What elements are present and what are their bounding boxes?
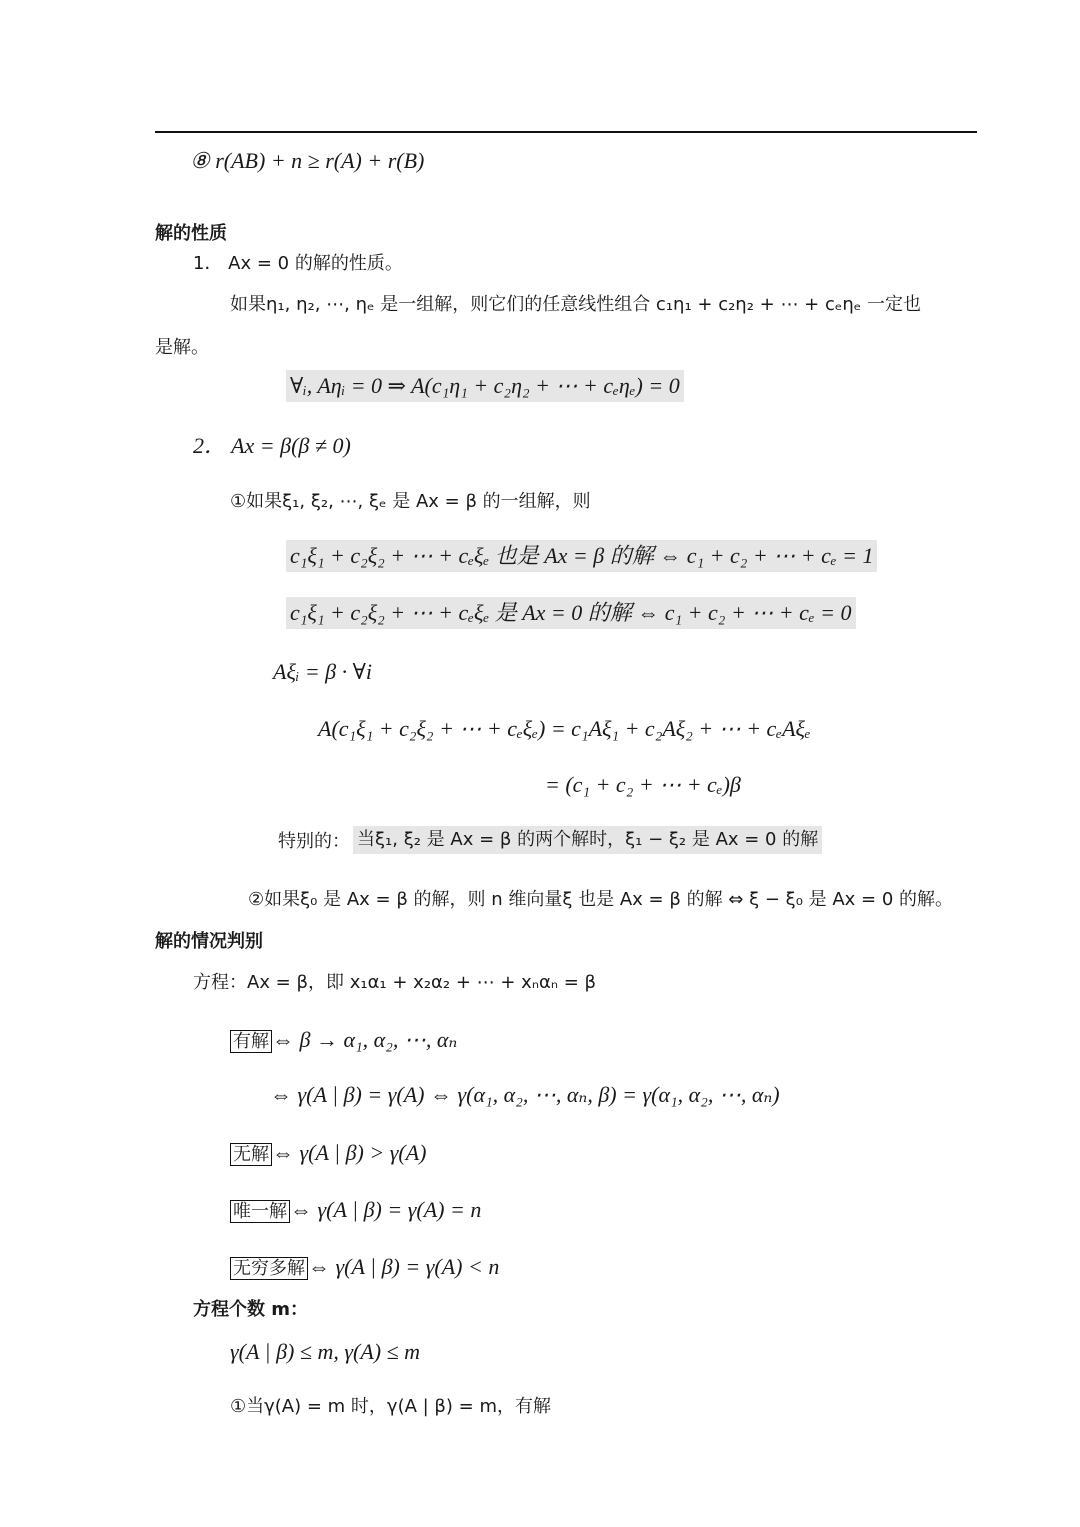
general-solution-statement: ②如果ξ₀ 是 Ax = β 的解，则 n 维向量ξ 也是 Ax = β 的解 ⇔ ξ − ξ₀ 是 Ax = 0 的解。 <box>248 889 954 910</box>
rank-equivalence-formula: ⇔ γ(A | β) = γ(A) ⇔ γ(α₁, α₂, ⋯, αₙ, β) = γ(α₁, α₂, ⋯, αₙ) <box>270 1082 780 1107</box>
equation-definition: 方程：Ax = β，即 x₁α₁ + x₂α₂ + ⋯ + xₙαₙ = β <box>193 972 597 993</box>
homogeneous-combination-formula: ∀ᵢ, Aηᵢ = 0 ⇒ A(c₁η₁ + c₂η₂ + ⋯ + cₑηₑ) = 0 <box>286 370 684 402</box>
no-solution-condition: ⇔ γ(A | β) > γ(A) <box>272 1140 427 1165</box>
nonhomogeneous-solutions-statement: ①如果ξ₁, ξ₂, ⋯, ξₑ 是 Ax = β 的一组解，则 <box>230 491 591 512</box>
section-heading-solution-properties: 解的性质 <box>155 223 227 244</box>
unique-solution-box: 唯一解 <box>230 1200 290 1223</box>
rank-bound-formula: γ(A | β) ≤ m, γ(A) ≤ m <box>230 1339 421 1364</box>
special-case-label: 特别的： <box>278 831 350 852</box>
particular-solution-formula: Aξᵢ = β · ∀i <box>273 659 373 684</box>
full-rank-case-statement: ①当γ(A) = m 时，γ(A | β) = m，有解 <box>230 1396 551 1417</box>
equation-count-heading: 方程个数 m： <box>193 1299 309 1320</box>
sum-zero-condition-formula: c₁ξ₁ + c₂ξ₂ + ⋯ + cₑξₑ 是 Ax = 0 的解 ⇔ c₁ + c₂ + ⋯ + cₑ = 0 <box>286 597 856 629</box>
section-heading-solution-cases: 解的情况判别 <box>155 931 263 952</box>
special-case-statement: 当ξ₁, ξ₂ 是 Ax = β 的两个解时，ξ₁ − ξ₂ 是 Ax = 0 的解 <box>353 826 822 854</box>
no-solution-row <box>230 1140 426 1166</box>
has-solution-box: 有解 <box>230 1030 272 1053</box>
infinite-solutions-row <box>230 1254 499 1280</box>
item-1-heading: 1． Ax = 0 的解的性质。 <box>193 253 403 274</box>
has-solution-condition: ⇔ β → α₁, α₂, ⋯, αₙ <box>272 1027 458 1052</box>
statement-continuation: 是解。 <box>155 337 209 358</box>
unique-solution-condition: ⇔ γ(A | β) = γ(A) = n <box>290 1197 482 1222</box>
infinite-solutions-box: 无穷多解 <box>230 1257 308 1280</box>
linear-combination-statement: 如果η₁, η₂, ⋯, ηₑ 是一组解，则它们的任意线性组合 c₁η₁ + c₂η₂ + ⋯ + cₑηₑ 一定也 <box>230 294 922 315</box>
item-2-heading: 2． Ax = β(β ≠ 0) <box>193 433 351 458</box>
no-solution-box: 无解 <box>230 1143 272 1166</box>
factored-result-formula: = (c₁ + c₂ + ⋯ + cₑ)β <box>545 772 741 797</box>
sum-one-condition-formula: c₁ξ₁ + c₂ξ₂ + ⋯ + cₑξₑ 也是 Ax = β 的解 ⇔ c₁ + c₂ + ⋯ + cₑ = 1 <box>286 540 877 572</box>
has-solution-row <box>230 1027 457 1053</box>
header-rule <box>155 131 977 133</box>
linear-expansion-formula: A(c₁ξ₁ + c₂ξ₂ + ⋯ + cₑξₑ) = c₁Aξ₁ + c₂Aξ₂ + ⋯ + cₑAξₑ <box>318 716 811 741</box>
unique-solution-row <box>230 1197 481 1223</box>
rank-inequality-formula: ⑧ r(AB) + n ≥ r(A) + r(B) <box>190 148 425 173</box>
infinite-solutions-condition: ⇔ γ(A | β) = γ(A) < n <box>308 1254 500 1279</box>
